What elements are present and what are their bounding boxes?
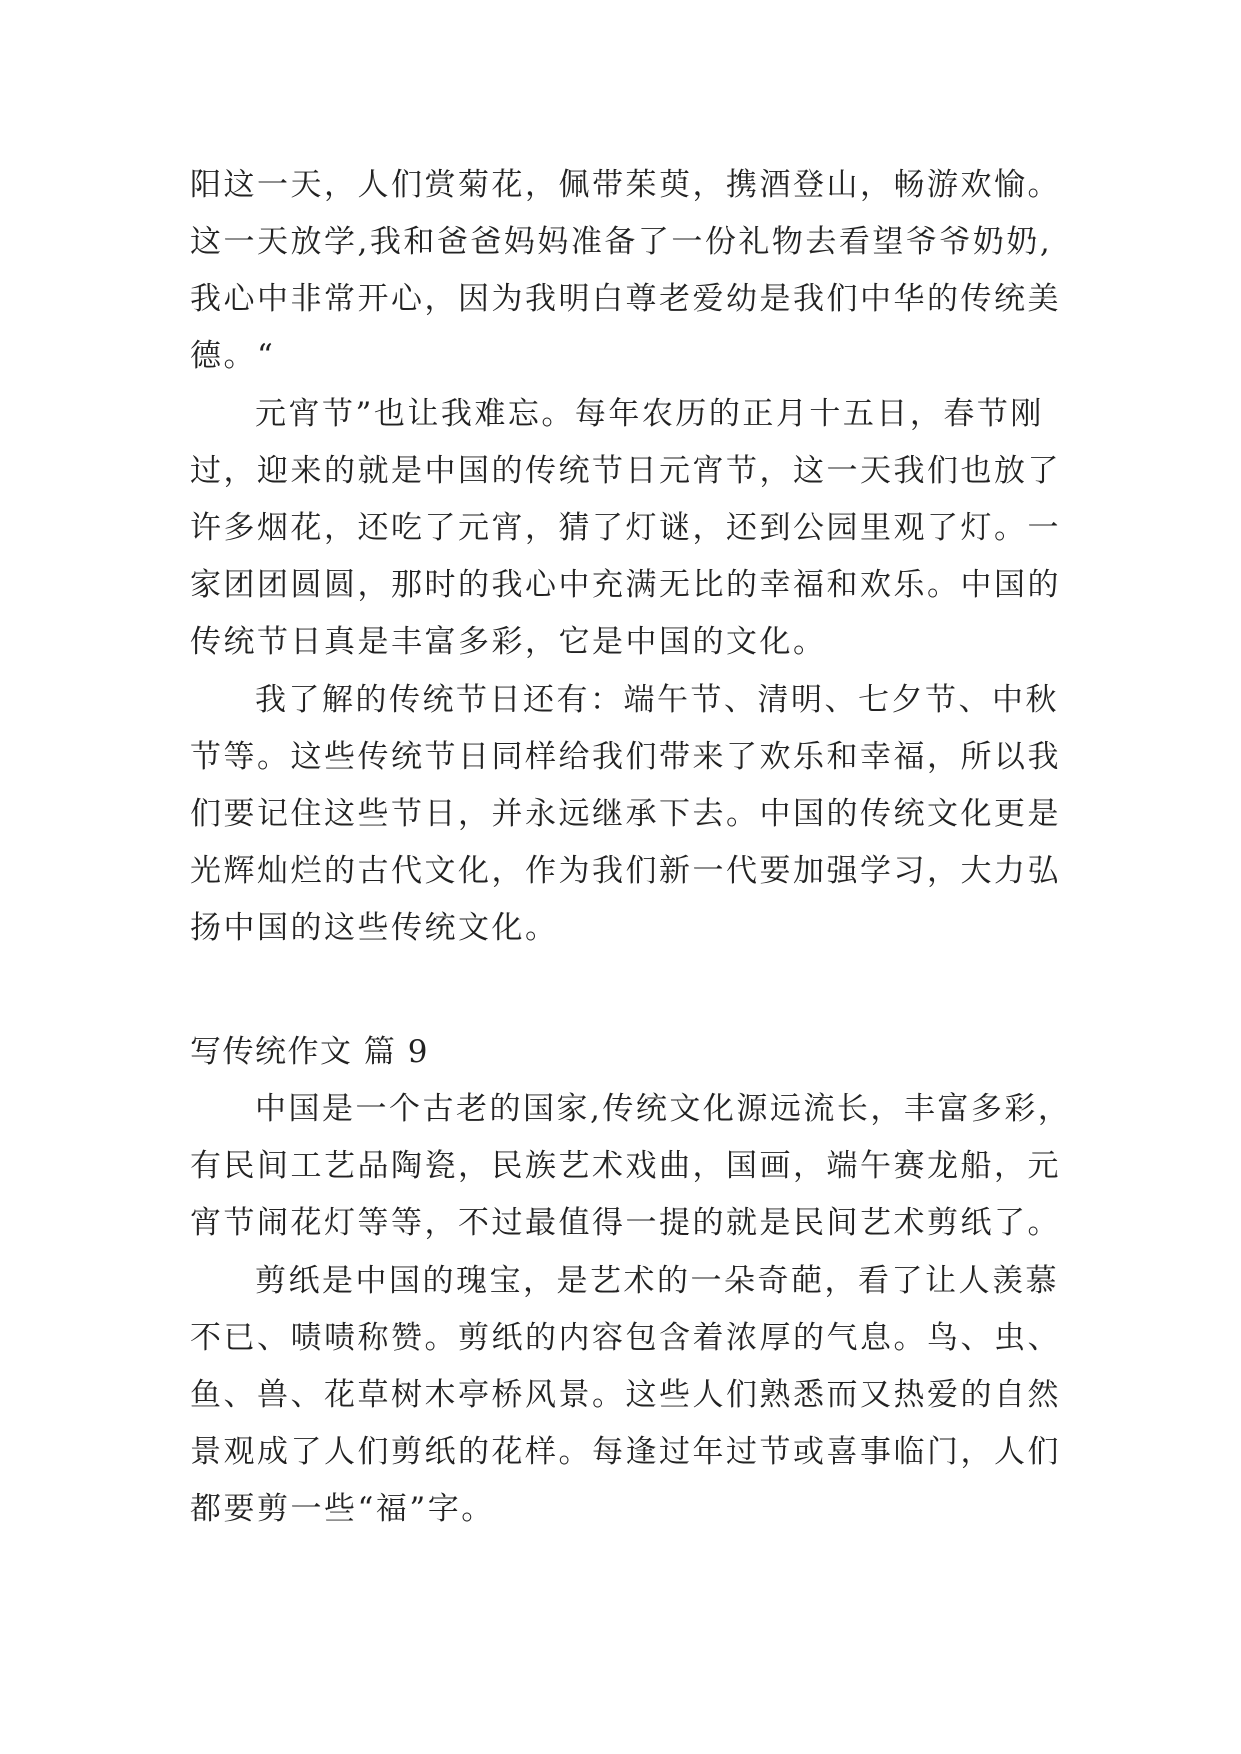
paragraph-line: 传统节日真是丰富多彩，它是中国的文化。 (190, 624, 827, 660)
paragraph-line: 元宵节”也让我难忘。每年农历的正月十五日，春节刚 (255, 396, 1044, 432)
paragraph-line: 不已、啧啧称赞。剪纸的内容包含着浓厚的气息。鸟、虫、 (190, 1320, 1061, 1356)
section-heading: 写传统作文 篇 9 (190, 1034, 429, 1070)
paragraph-line: 中国是一个古老的国家,传统文化源远流长，丰富多彩， (255, 1091, 1072, 1127)
paragraph-line: 扬中国的这些传统文化。 (190, 910, 559, 946)
paragraph-line: 鱼、兽、花草树木亭桥风景。这些人们熟悉而又热爱的自然 (190, 1377, 1061, 1413)
paragraph-line: 家团团圆圆，那时的我心中充满无比的幸福和欢乐。中国的 (190, 567, 1061, 603)
paragraph-line: 阳这一天，人们赏菊花，佩带茱萸，携酒登山，畅游欢愉。 (190, 167, 1061, 203)
paragraph-line: 许多烟花，还吃了元宵，猜了灯谜，还到公园里观了灯。一 (190, 510, 1061, 546)
paragraph-line: 过，迎来的就是中国的传统节日元宵节，这一天我们也放了 (190, 453, 1061, 489)
paragraph-line: 们要记住这些节日，并永远继承下去。中国的传统文化更是 (190, 796, 1061, 832)
paragraph-line: 宵节闹花灯等等，不过最值得一提的就是民间艺术剪纸了。 (190, 1205, 1061, 1241)
paragraph-line: 我心中非常开心，因为我明白尊老爱幼是我们中华的传统美 (190, 281, 1061, 317)
paragraph-line: 剪纸是中国的瑰宝，是艺术的一朵奇葩，看了让人羡慕 (255, 1263, 1059, 1299)
paragraph-line: 德。“ (190, 338, 276, 374)
paragraph-line: 光辉灿烂的古代文化，作为我们新一代要加强学习，大力弘 (190, 853, 1061, 889)
paragraph-line: 节等。这些传统节日同样给我们带来了欢乐和幸福，所以我 (190, 739, 1061, 775)
paragraph-line: 景观成了人们剪纸的花样。每逢过年过节或喜事临门，人们 (190, 1434, 1061, 1470)
paragraph-line: 我了解的传统节日还有：端午节、清明、七夕节、中秋 (255, 682, 1059, 718)
paragraph-line: 这一天放学,我和爸爸妈妈准备了一份礼物去看望爷爷奶奶, (190, 224, 1053, 260)
paragraph-line: 有民间工艺品陶瓷，民族艺术戏曲，国画，端午赛龙船，元 (190, 1148, 1061, 1184)
paragraph-line: 都要剪一些“福”字。 (190, 1491, 495, 1527)
